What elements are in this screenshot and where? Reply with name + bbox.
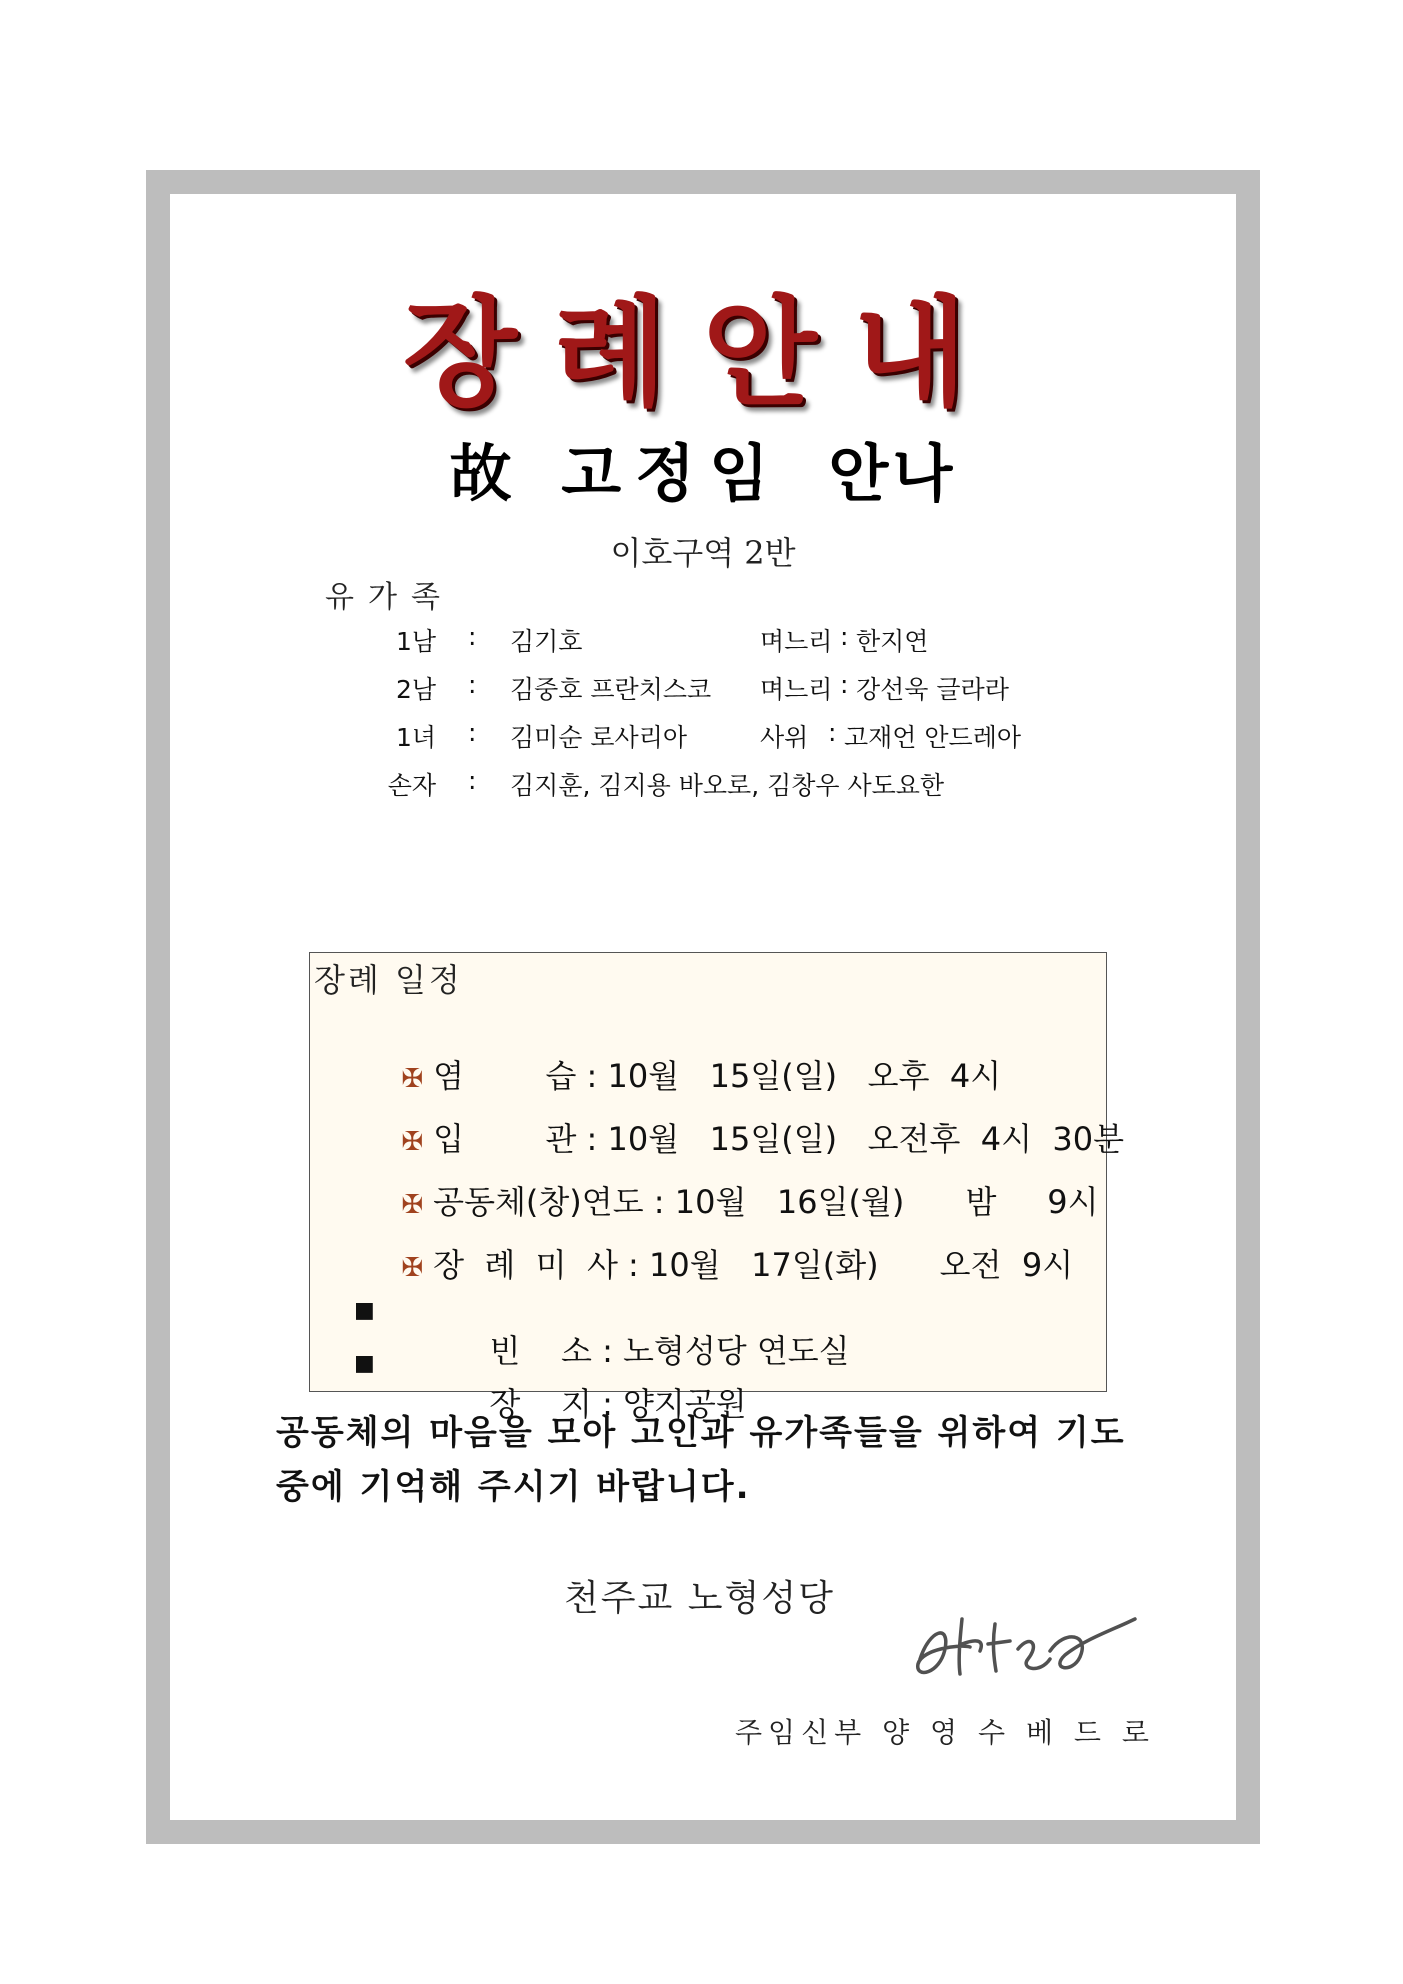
family-member-name: 김기호 [510,627,583,656]
church-name: 천주교 노형성당 [564,1578,835,1619]
schedule-colon: : [617,1246,649,1284]
square-bullet-icon: ■ [354,1298,375,1323]
pastor-name: 주임신부 양 영 수 베 드 로 [735,1716,1155,1749]
schedule-box [309,952,1124,1423]
family-relation: 1녀 [395,723,436,752]
schedule-colon: : [576,1120,608,1158]
deceased-prefix: 故 [449,437,516,510]
schedule-value: 10월 15일(일) 오후 4시 [607,1057,1002,1095]
page-title: 장례안내 [403,284,1003,422]
family-member-name-2: 한지연 [856,627,929,656]
deceased-name: 고정임 [561,437,783,510]
cross-icon: ✠ [401,1253,424,1283]
page-content [170,194,1236,1820]
schedule-value: 10월 17일(화) 오전 9시 [648,1246,1074,1284]
schedule-value: 10월 15일(일) 오전후 4시 30분 [607,1120,1124,1158]
place-colon: : [591,1332,624,1370]
cross-icon: ✠ [401,1190,424,1220]
cross-icon: ✠ [401,1127,424,1157]
family-member-name: 김미순 로사리아 [510,723,687,752]
family-colon-2: : [840,622,849,651]
place-colon: : [591,1385,624,1423]
family-relation: 1남 [395,627,436,656]
family-colon: : [468,718,477,747]
schedule-label: 공동체(창)연도 [433,1183,644,1221]
schedule-value: 10월 16일(월) 밤 9시 [674,1183,1099,1221]
family-relation-2: 사위 [760,723,809,752]
schedule-label: 장 례 미 사 [433,1246,618,1284]
schedule-label: 입 관 [433,1120,577,1158]
schedule-colon: : [576,1057,608,1095]
deceased-line [170,424,1236,513]
family-colon: : [468,670,477,699]
page-frame [146,170,1260,1844]
cross-icon: ✠ [401,1064,424,1094]
family-colon: : [468,766,477,795]
family-member-name-2: 고재언 안드레아 [844,723,1021,752]
family-relation-2: 며느리 [760,627,833,656]
family-member-name-2: 강선욱 글라라 [856,675,1009,704]
family-heading: 유가족 [325,580,454,615]
family-member-name: 김지훈, 김지용 바오로, 김창우 사도요한 [510,771,945,800]
family-colon: : [468,622,477,651]
closing-message: 공동체의 마음을 모아 고인과 유가족들을 위하여 기도 중에 기억해 주시기 바랍니다. [276,1413,1126,1507]
square-bullet-icon: ■ [354,1351,375,1376]
schedule-colon: : [643,1183,675,1221]
place-label: 빈 소 [489,1332,592,1370]
deceased-baptismal-name: 안나 [828,437,957,510]
family-colon-2: : [840,670,849,699]
place-value: 양지공원 [623,1385,747,1423]
family-relation: 2남 [395,675,436,704]
signature [900,1589,1140,1699]
place-label: 장 지 [489,1385,592,1423]
place-value: 노형성당 연도실 [623,1332,850,1370]
family-relation-2: 며느리 [760,675,833,704]
family-member-name: 김중호 프란치스코 [510,675,712,704]
family-colon-2: : [828,718,837,747]
family-relation: 손자 [387,771,436,800]
district: 이호구역 2반 [610,534,796,572]
schedule-label: 염 습 [433,1057,577,1095]
schedule-heading: 장례 일정 [314,961,463,999]
